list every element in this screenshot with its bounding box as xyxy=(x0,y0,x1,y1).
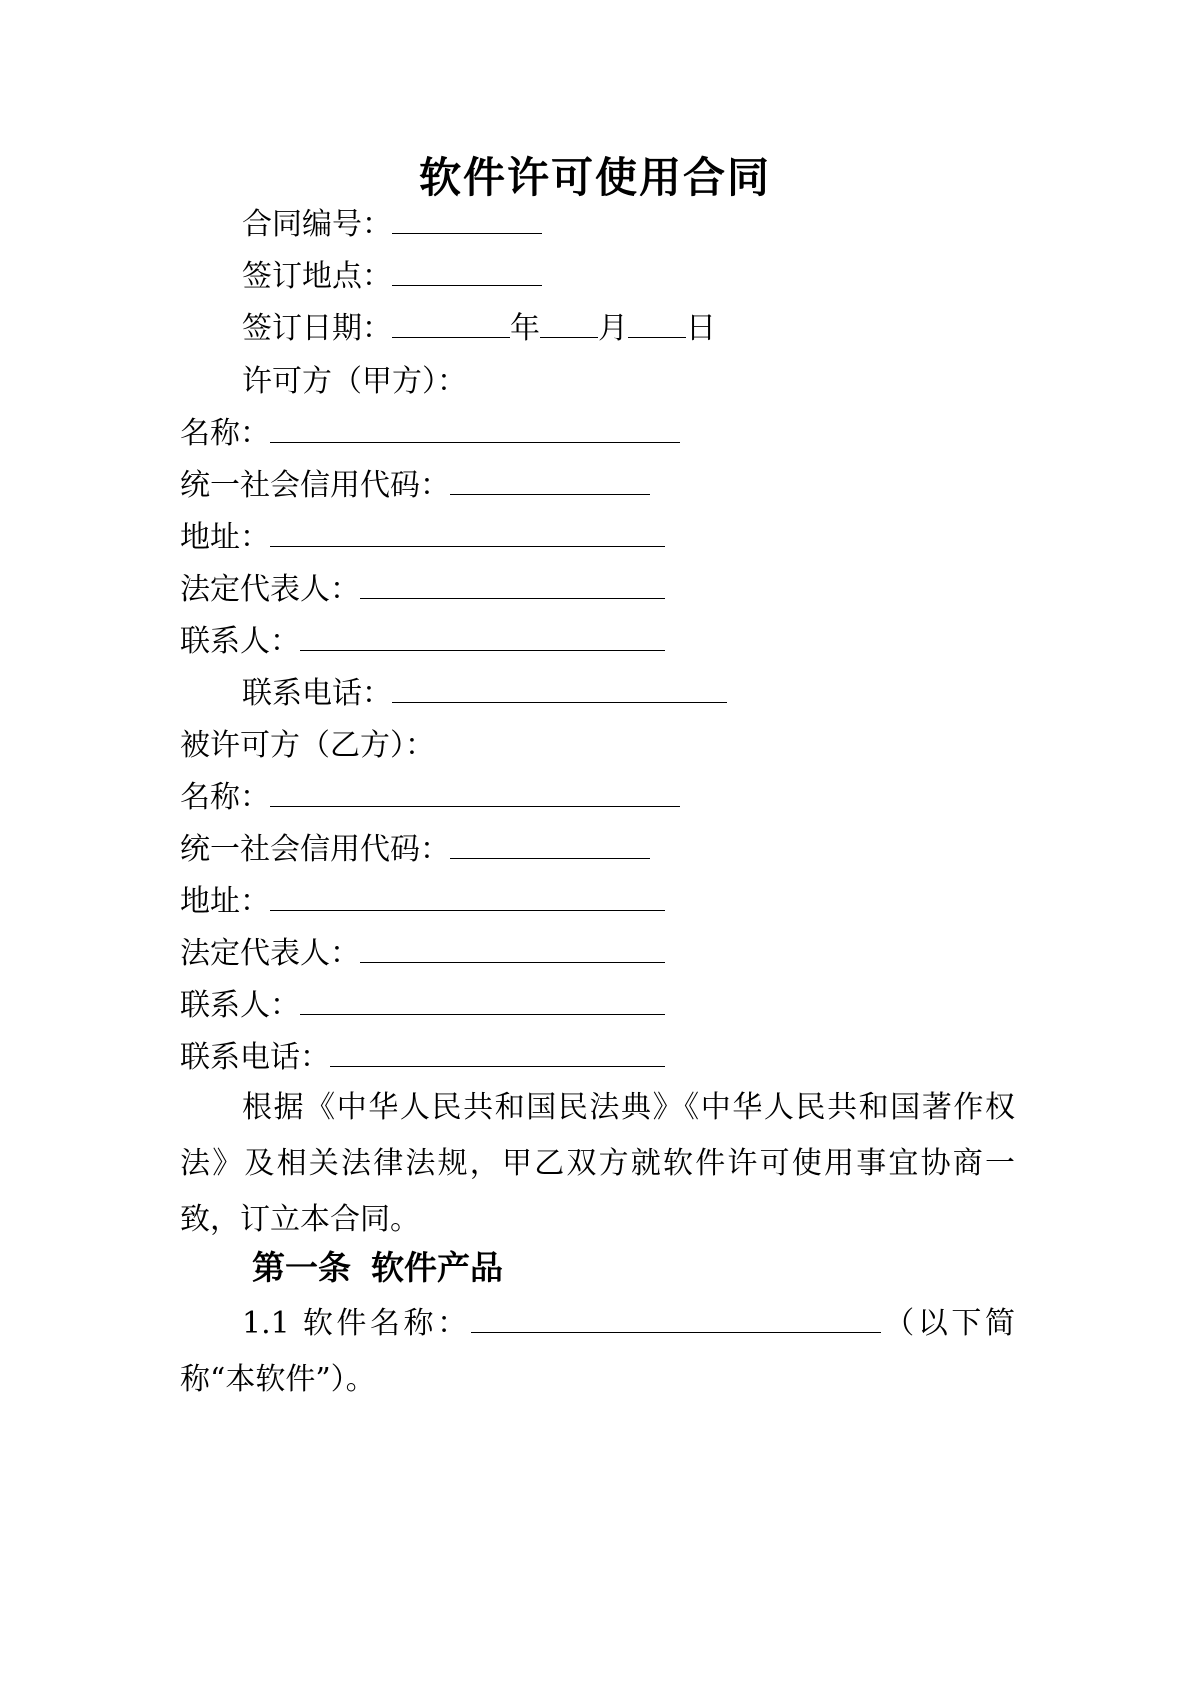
party-b-legal-rep-blank[interactable] xyxy=(360,934,665,963)
preamble-paragraph: 根据《中华人民共和国民法典》《中华人民共和国著作权法》及相关法律法规，甲乙双方就软件许可使用事宜协商一致，订立本合同。 xyxy=(180,1090,1015,1237)
year-label: 年 xyxy=(510,311,540,346)
contract-number-row xyxy=(242,205,542,245)
party-a-name-blank[interactable] xyxy=(270,414,680,443)
party-a-legal-rep-blank[interactable] xyxy=(360,570,665,599)
party-a-legal-rep-row xyxy=(180,570,665,610)
party-a-address-label: 地址： xyxy=(180,520,270,555)
sign-place-row xyxy=(242,257,542,297)
party-b-credit-label: 统一社会信用代码： xyxy=(180,832,450,867)
sign-date-row xyxy=(242,309,716,349)
party-a-contact-row xyxy=(180,622,665,662)
sign-month-blank[interactable] xyxy=(540,309,598,338)
article-1-number: 第一条 xyxy=(252,1248,351,1287)
day-label: 日 xyxy=(686,311,716,346)
party-b-legal-rep-label: 法定代表人： xyxy=(180,936,360,971)
clause-1-1 xyxy=(180,1296,1015,1408)
party-b-name-blank[interactable] xyxy=(270,778,680,807)
party-b-contact-label: 联系人： xyxy=(180,988,300,1023)
party-a-contact-blank[interactable] xyxy=(300,622,665,651)
party-b-legal-rep-row xyxy=(180,934,665,974)
party-b-phone-row xyxy=(180,1038,665,1078)
document-title: 软件许可使用合同 xyxy=(418,153,771,202)
party-a-address-row xyxy=(180,518,665,558)
party-b-phone-blank[interactable] xyxy=(330,1038,665,1067)
party-a-credit-label: 统一社会信用代码： xyxy=(180,468,450,503)
article-1-title: 软件产品 xyxy=(371,1248,503,1287)
party-b-name-row xyxy=(180,778,680,818)
month-label: 月 xyxy=(598,311,628,346)
party-b-name-label: 名称： xyxy=(180,780,270,815)
party-a-name-label: 名称： xyxy=(180,416,270,451)
clause-1-1-label: 1.1 软件名称： xyxy=(242,1306,471,1341)
party-a-name-row xyxy=(180,414,680,454)
party-a-legal-rep-label: 法定代表人： xyxy=(180,572,360,607)
article-1-heading xyxy=(252,1246,503,1290)
party-a-credit-blank[interactable] xyxy=(450,466,650,495)
party-b-heading: 被许可方（乙方）： xyxy=(180,728,435,763)
party-b-address-label: 地址： xyxy=(180,884,270,919)
party-a-phone-row xyxy=(242,674,727,714)
contract-number-blank[interactable] xyxy=(392,205,542,234)
sign-year-blank[interactable] xyxy=(392,309,510,338)
party-b-credit-blank[interactable] xyxy=(450,830,650,859)
software-name-blank[interactable] xyxy=(471,1304,881,1333)
party-b-contact-blank[interactable] xyxy=(300,986,665,1015)
party-a-phone-label: 联系电话： xyxy=(242,676,392,711)
party-a-phone-blank[interactable] xyxy=(392,674,727,703)
party-b-address-row xyxy=(180,882,665,922)
party-b-phone-label: 联系电话： xyxy=(180,1040,330,1075)
party-b-credit-row xyxy=(180,830,650,870)
party-a-contact-label: 联系人： xyxy=(180,624,300,659)
party-a-heading: 许可方（甲方）： xyxy=(242,364,467,399)
sign-date-label: 签订日期： xyxy=(242,311,392,346)
sign-day-blank[interactable] xyxy=(628,309,686,338)
clause-1-1-suffix: （以下简称“本软件”）。 xyxy=(180,1306,1016,1397)
sign-place-blank[interactable] xyxy=(392,257,542,286)
party-a-credit-row xyxy=(180,466,650,506)
contract-number-label: 合同编号： xyxy=(242,207,392,242)
party-b-contact-row xyxy=(180,986,665,1026)
party-b-address-blank[interactable] xyxy=(270,882,665,911)
party-a-address-blank[interactable] xyxy=(270,518,665,547)
sign-place-label: 签订地点： xyxy=(242,259,392,294)
